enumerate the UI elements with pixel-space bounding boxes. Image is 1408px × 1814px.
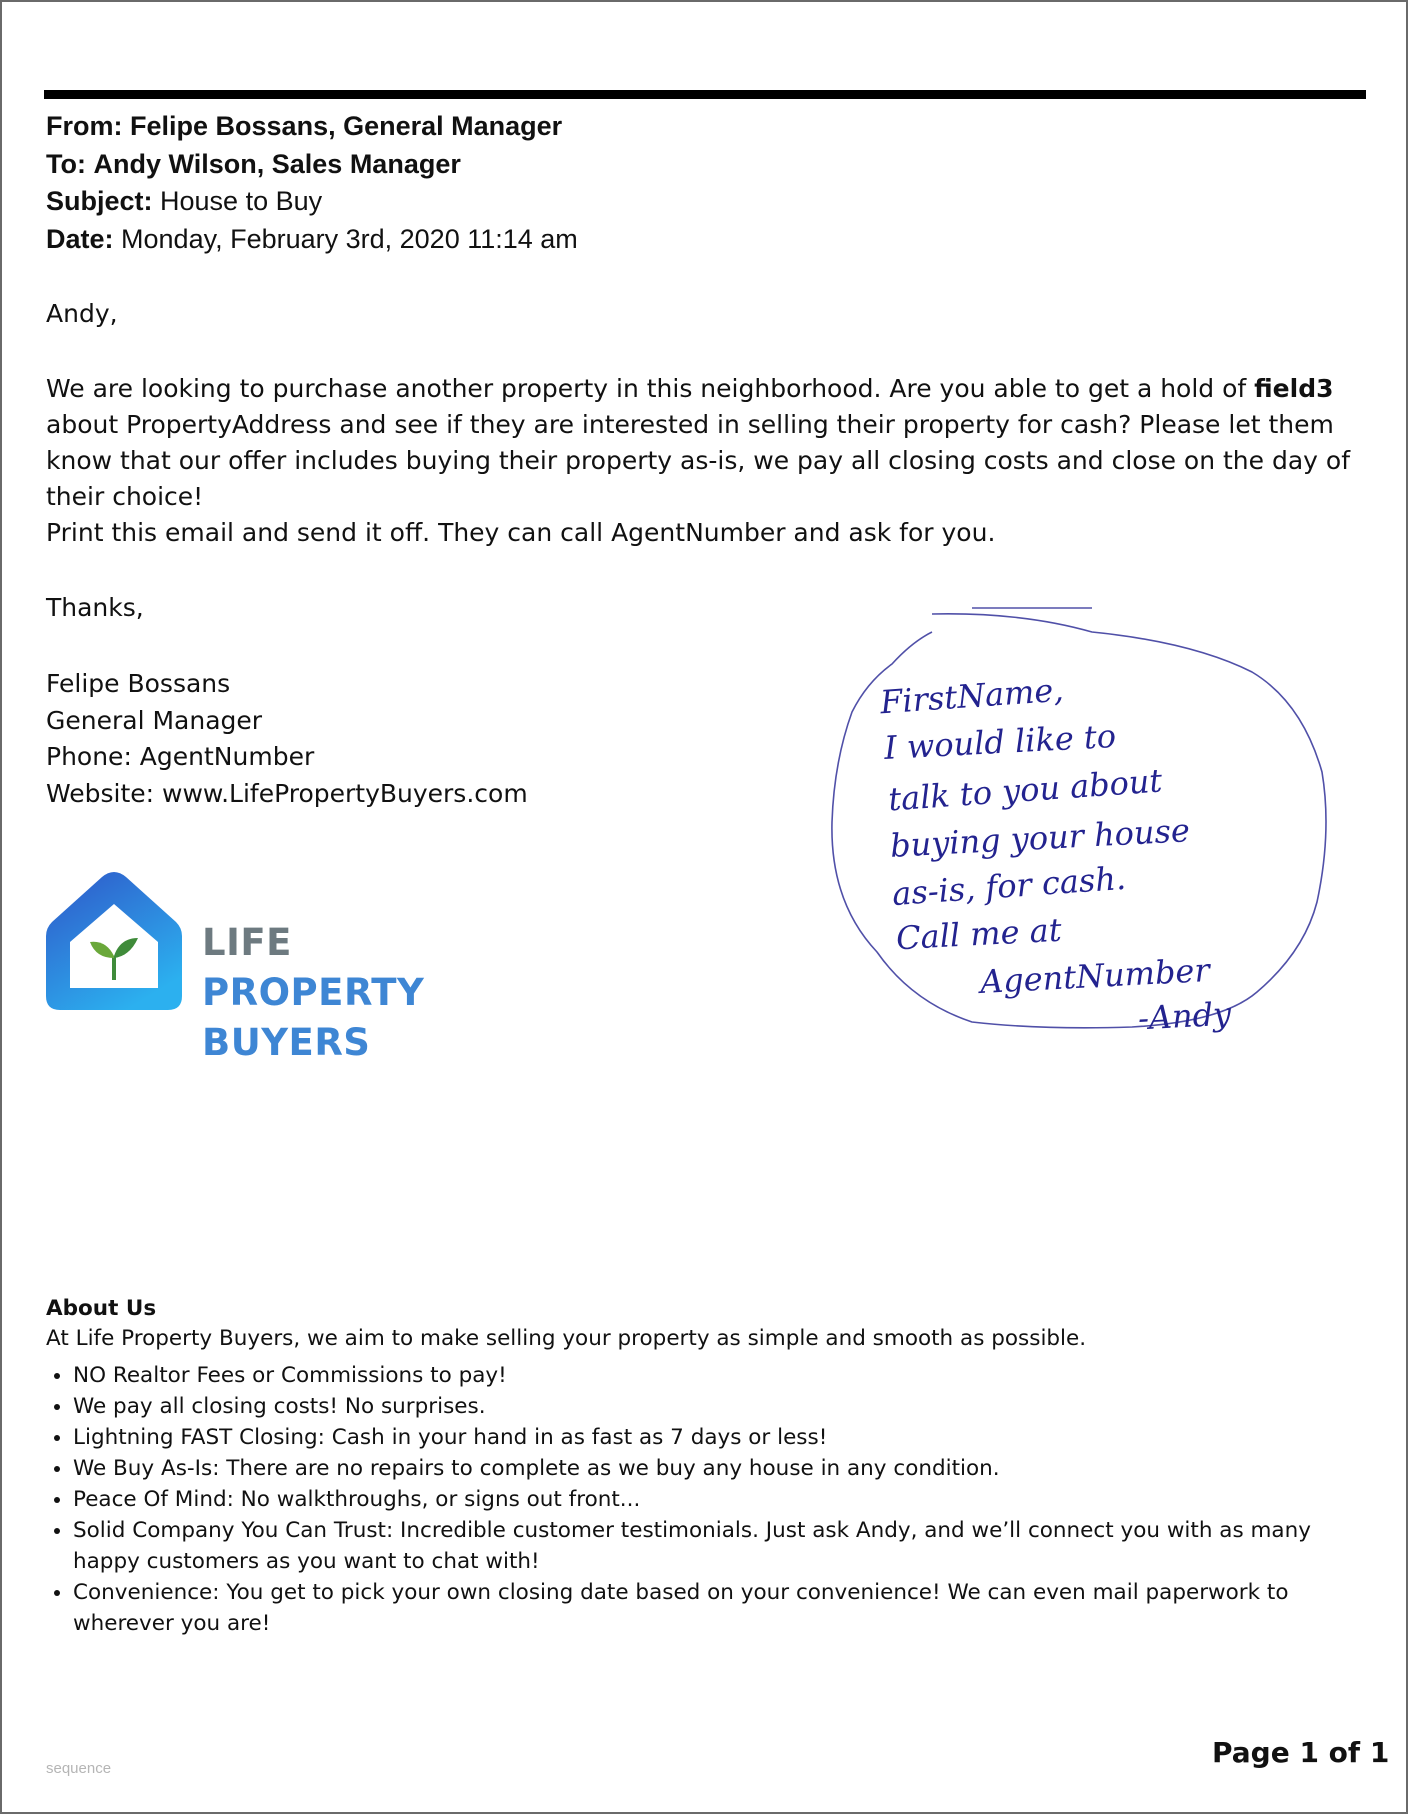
note-line-2: I would like to [883, 716, 1117, 768]
signature-website: Website: www.LifePropertyBuyers.com [46, 778, 528, 808]
subject-value: House to Buy [160, 186, 323, 216]
from-value: Felipe Bossans, General Manager [130, 111, 563, 141]
house-sprout-icon [44, 868, 184, 1014]
body-paragraph-2: Print this email and send it off. They can call AgentNumber and ask for you. [46, 518, 996, 547]
logo-word-property: PROPERTY [202, 971, 425, 1014]
note-line-5: as-is, for cash. [890, 858, 1128, 914]
email-header [46, 108, 578, 258]
benefits-list [46, 1360, 1346, 1639]
note-line-6: Call me at [895, 910, 1063, 958]
body-paragraph-1: We are looking to purchase another property in this neighborhood. Are you able to get a hold of field3 about PropertyAddress and see if they are interested in selling their property for cash? Please let them know that our offer includes buying their property as-is, we pay all closing costs and close on the day of their choice! [46, 374, 1351, 511]
signature-phone: Phone: AgentNumber [46, 742, 315, 771]
footer-watermark: sequence [46, 1760, 112, 1777]
field-placeholder: field3 [1254, 374, 1334, 403]
greeting: Andy, [46, 299, 118, 328]
header-rule [44, 90, 1366, 99]
signature-title: General Manager [46, 705, 263, 735]
closing-thanks: Thanks, [46, 593, 144, 622]
date-line: Date: Monday, February 3rd, 2020 11:14 am [46, 223, 578, 254]
signature-name: Felipe Bossans [46, 669, 231, 698]
list-item: • NO Realtor Fees or Commissions to pay! [73, 1360, 1346, 1391]
logo-word-buyers: BUYERS [202, 1021, 371, 1064]
logo-word-life: LIFE [202, 921, 292, 964]
company-logo [44, 868, 504, 1064]
about-us-section [46, 1294, 1346, 1639]
about-us-heading: About Us [46, 1296, 157, 1321]
logo-wordmark [202, 918, 504, 1068]
date-value: Monday, February 3rd, 2020 11:14 am [121, 223, 578, 254]
note-line-4: buying your house [889, 811, 1191, 865]
to-line: To: Andy Wilson, Sales Manager [46, 148, 461, 179]
list-item: • Solid Company You Can Trust: Incredible customer testimonials. Just ask Andy, and we’ll connect you with as many happy customers as you want to chat with! [73, 1515, 1346, 1577]
subject-line: Subject: House to Buy [46, 186, 323, 216]
note-line-7: AgentNumber [979, 951, 1211, 1001]
list-item: • Peace Of Mind: No walkthroughs, or signs out front... [73, 1484, 1346, 1515]
list-item: • Lightning FAST Closing: Cash in your hand in as fast as 7 days or less! [73, 1422, 1346, 1453]
list-item: • We Buy As-Is: There are no repairs to complete as we buy any house in any condition. [73, 1453, 1346, 1484]
handwritten-note [822, 602, 1342, 1062]
page-number: Page 1 of 1 [1212, 1736, 1390, 1769]
note-line-1: FirstName, [878, 670, 1065, 722]
note-signature: -Andy [1137, 994, 1233, 1038]
to-value: Andy Wilson, Sales Manager [93, 148, 461, 179]
note-line-3: talk to you about [887, 761, 1164, 819]
about-us-intro: At Life Property Buyers, we aim to make selling your property as simple and smooth as possible. [46, 1326, 1087, 1351]
list-item: • Convenience: You get to pick your own closing date based on your convenience! We can even mail paperwork to wherever you are! [73, 1577, 1346, 1639]
list-item: • We pay all closing costs! No surprises. [73, 1391, 1346, 1422]
from-line: From: Felipe Bossans, General Manager [46, 111, 563, 141]
